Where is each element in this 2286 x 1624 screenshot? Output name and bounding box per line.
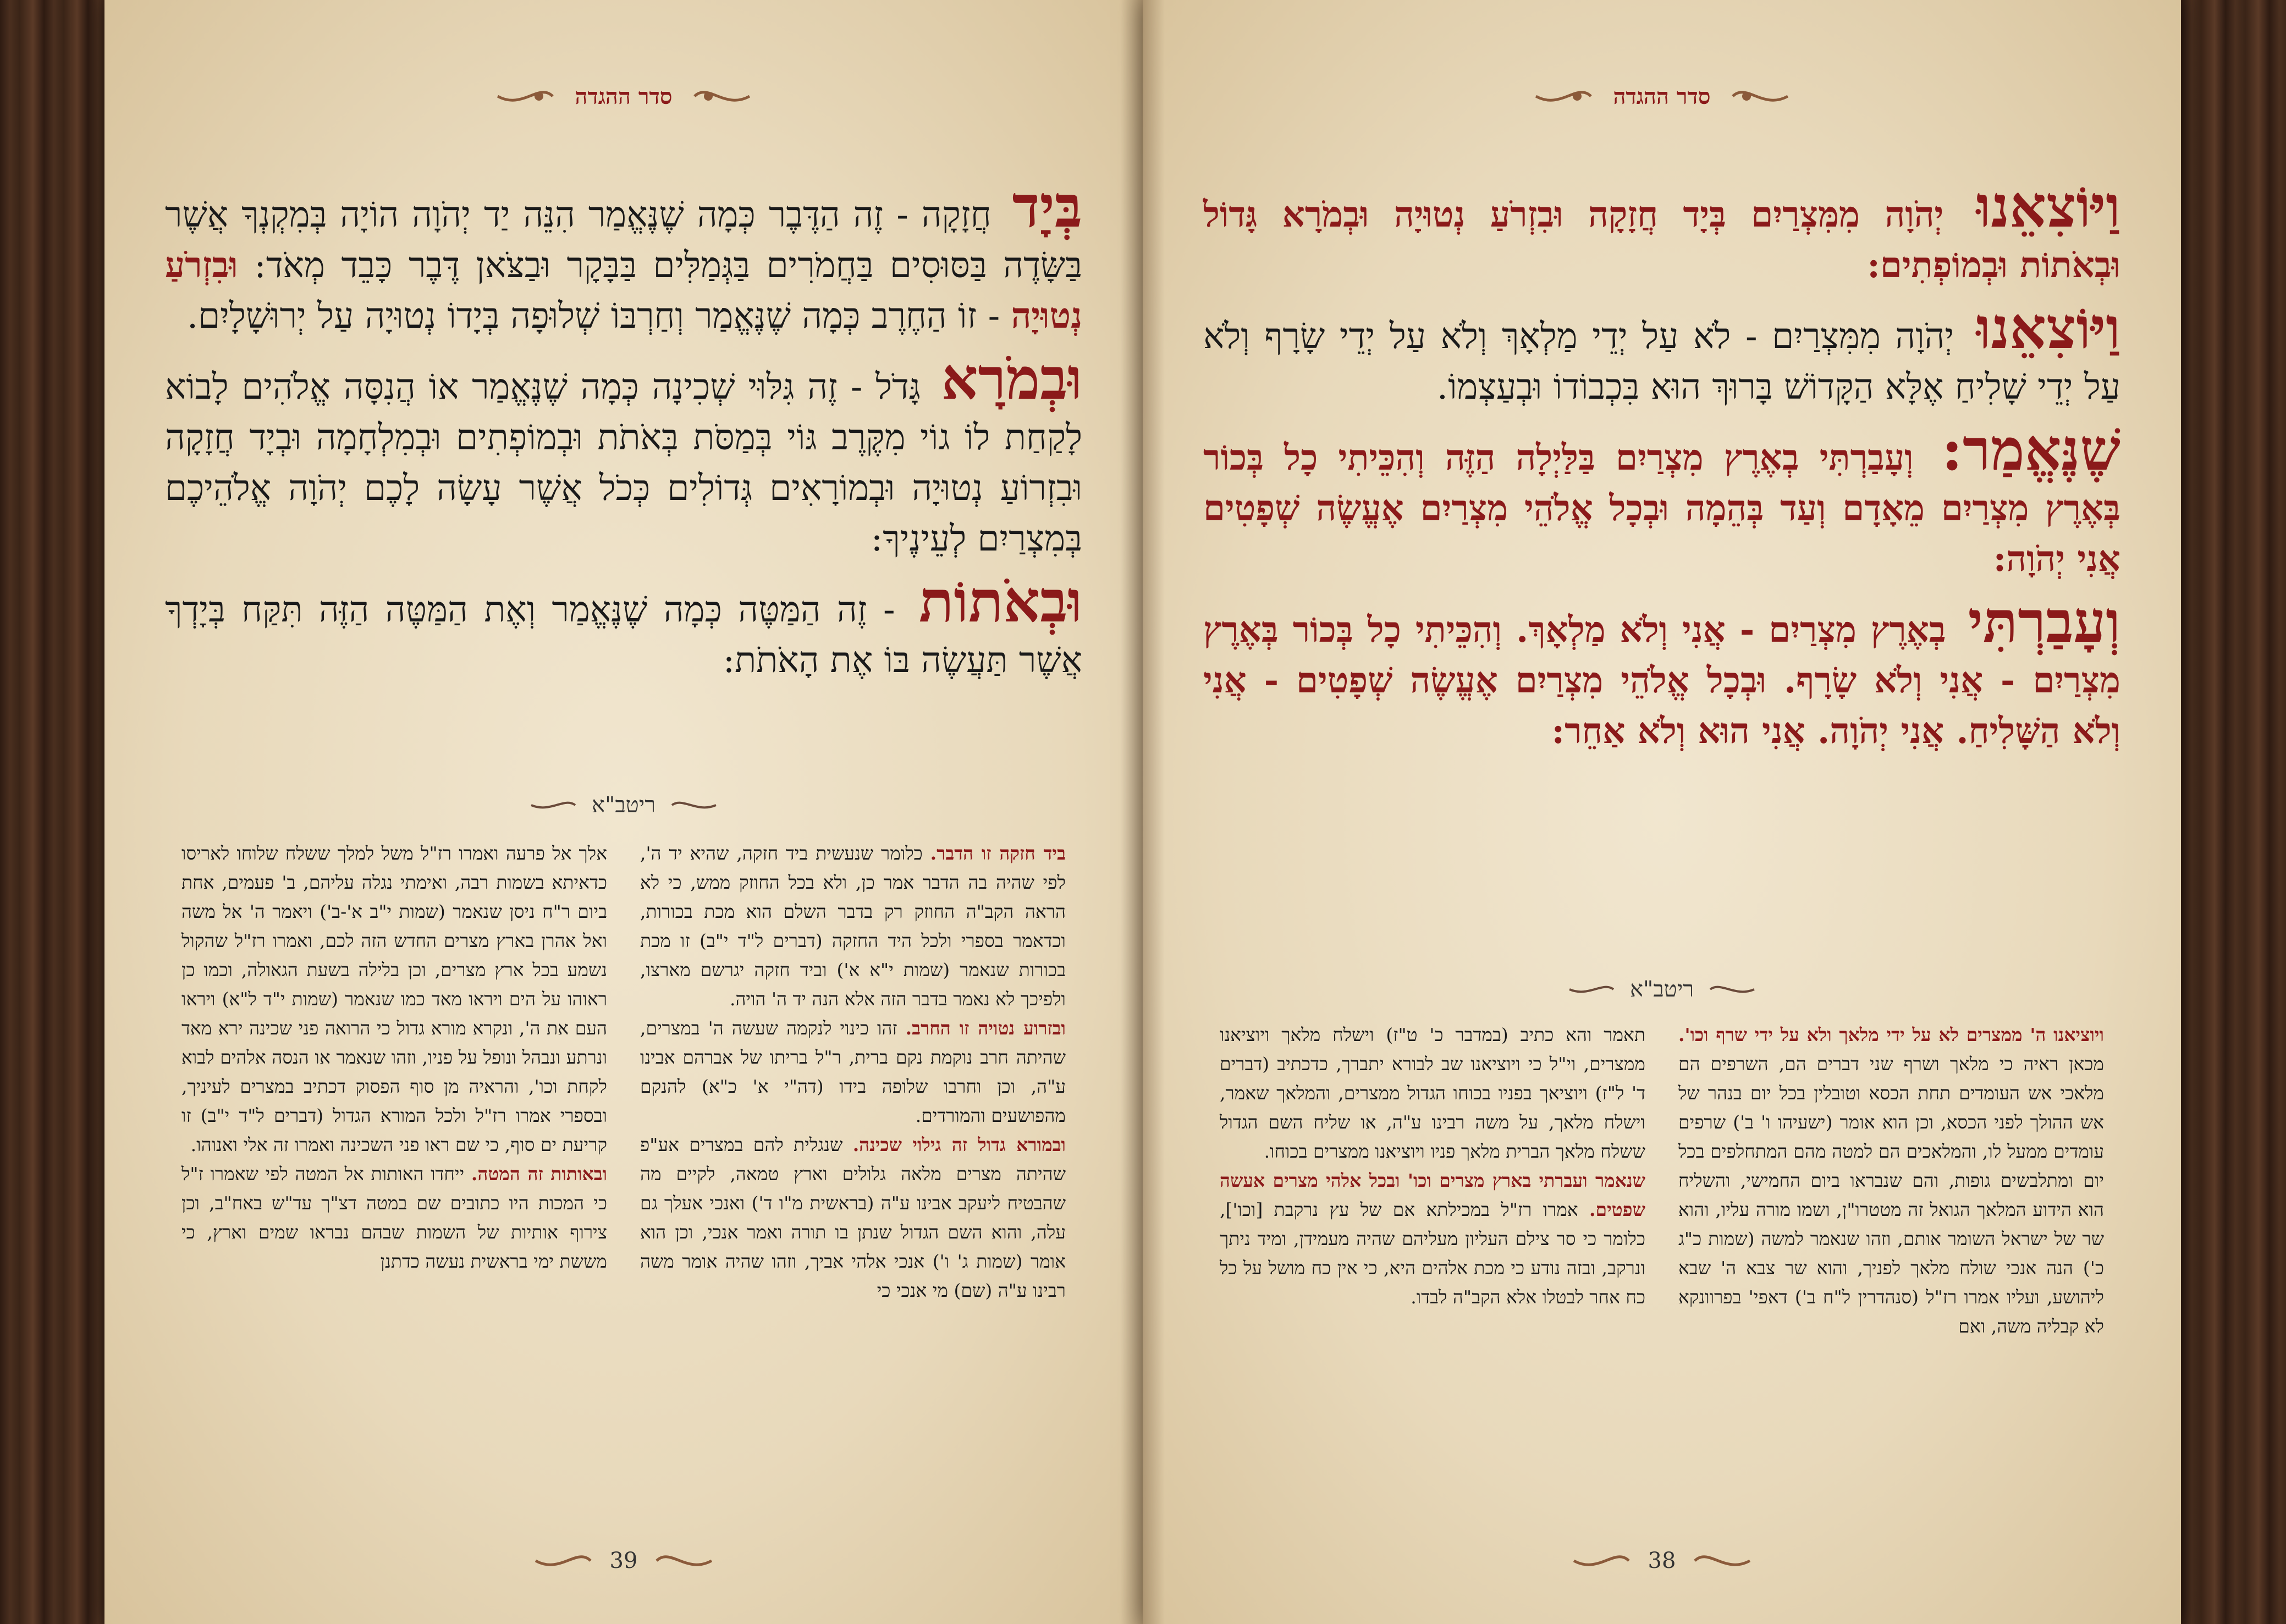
flourish-ornament-icon: [1571, 1547, 1632, 1575]
lead-word: וַיּוֹצִאֵנוּ: [1976, 173, 2121, 240]
flourish-ornament-icon: [1533, 82, 1594, 110]
paragraph: [1203, 294, 2121, 412]
commentary-text: שנגלית להם במצרים אע"פ שהיתה מצרים מלאה גלולים וארץ טמאה, לקיים מה שהבטיח ליעקב אבינו ע"ה (בראשית מ"ו ד') ואנכי אעלך גם עלה, והוא השם הגדול שנתן בו תורה ואמר אנכי, וכן הוא אומר (שמות ג' ו') אנכי אלהי אביך, וזהו שהיה אומר משה רבינו ע"ה (שם) מי אנכי כי: [640, 1134, 1066, 1301]
lead-word: וַיּוֹצִאֵנוּ: [1976, 294, 2121, 362]
flourish-ornament-icon: [692, 82, 752, 110]
highlight-phrase: וּבִזְרֹעַ נְטוּיָה: [165, 245, 1082, 337]
wood-border-left: [0, 0, 104, 1624]
flourish-ornament-icon: [533, 1547, 593, 1575]
paragraph-body: חֲזָקָה - זֶה הַדֶּבֶר כְּמָה שֶׁנֶּאֱמַר הִנֵּה יַד יְהֹוָה הוֹיָה בְּמִקְנְךָ אֲשֶׁר בַּשָּׂדֶה בַּסּוּסִים בַּחֲמֹרִים בַּגְּמַלִּים בַּבָּקָר וּבַצֹּאן דֶּבֶר כָּבֵד מְאֹד:: [165, 195, 1083, 286]
commentary-lead: ביד חזקה זו הדבר.: [930, 843, 1066, 864]
flourish-ornament-icon: [1730, 82, 1791, 110]
paragraph: [1203, 173, 2121, 291]
page-39: [104, 0, 1143, 1624]
commentary-columns: [1220, 1020, 2104, 1341]
lead-word: וּבְמֹרָא: [941, 345, 1083, 412]
flourish-ornament-icon: [1707, 981, 1757, 998]
commentary-text: אמרו רז"ל במכילתא אם של עץ נרקבת [וכו'], כלומר כי סר צילם העליון מעליהם שהיה מעמידן, ומיד ניתך ונרקב, ובזה נודע כי מכת אלהים היא, כי אין כח מושל על כל כח אחר לבטלו אלא הקב"ה לבדו.: [1220, 1199, 1645, 1308]
flourish-ornament-icon: [528, 797, 578, 813]
paragraph: [165, 173, 1083, 342]
flourish-ornament-icon: [669, 797, 719, 813]
commentary-heading: [1143, 976, 2181, 1002]
lead-word: בְּיָד: [1012, 173, 1083, 240]
commentary-text: ייחדו האותות אל המטה לפי שאמרו ז"ל כי המכות היו כתובים שם במטה דצ"ך עד"ש באח"ב, וכן צירוף אותיות של השמות שבהם נבראו שמים וארץ, כי מששת ימי בראשית נעשה כדתנן: [181, 1163, 607, 1272]
commentary-column-right: [1678, 1020, 2104, 1341]
paragraph-body: יְהֹוָה מִמִּצְרַיִם - לֹא עַל יְדֵי מַלְאָךְ וְלֹא עַל יְדֵי שָׂרָף וְלֹא עַל יְדֵי שָׁלִיחַ אֶלָּא הַקָּדוֹשׁ בָּרוּךְ הוּא בִּכְבוֹדוֹ וּבְעַצְמוֹ.: [1203, 316, 2120, 408]
flourish-ornament-icon: [1567, 981, 1616, 998]
paragraph-body: יְהֹוָה מִמִּצְרַיִם בְּיָד חֲזָקָה וּבִזְרֹעַ נְטוּיָה וּבְמֹרָא גָּדוֹל וּבְאֹתוֹת וּבְמוֹפְתִים:: [1203, 194, 2120, 286]
commentary-text: מכאן ראיה כי מלאך ושרף שני דברים הם, השרפים הם מלאכי אש העומדים תחת הכסא וטובלין בכל יום בנהר של אש ההולך לפני הכסא, וכן הוא אומר (ישעיהו ו' ב') שרפים עומדים ממעל לו, והמלאכים הם למטה מהם המתחלפים בכל יום ומתלבשים גופות, והם שנבראו ביום החמישי, והשליח הוא הידוע המלאך הגואל זה מטטרו"ן, ושמו מורה עליו, והוא שר של ישראל השומר אותם, וזהו שנאמר למשה (שמות כ"ג כ') הנה אנכי שולח מלאך לפניך, והוא שר צבא ה' שבא ליהושע, ועליו אמרו רז"ל (סנהדרין ל"ח ב') דאפי' בפרוונקא לא קבליה משה, ואם: [1678, 1053, 2104, 1337]
commentary-lead: ויוציאנו ה' ממצרים לא על ידי מלאך ולא על ידי שרף וכו'.: [1678, 1024, 2104, 1045]
header-title: סדר ההגדה: [1613, 83, 1711, 109]
commentary-lead: שנאמר ועברתי בארץ מצרים וכו' ובכל אלהי מצרים אעשה שפטים.: [1220, 1170, 1645, 1220]
paragraph-body-continued: - זוֹ הַחֶרֶב כְּמָה שֶׁנֶּאֱמַר וְחַרְבּוֹ שְׁלוּפָה בְּיָדוֹ נְטוּיָה עַל יְרוּשָׁלָיִם.: [186, 296, 1000, 337]
page-38: [1143, 0, 2181, 1624]
page-footer: [1143, 1547, 2181, 1575]
commentary-lead: ובמורא גדול זה גילוי שכינה.: [852, 1134, 1066, 1155]
commentary-lead: ובזרוע נטויה זו החרב.: [905, 1017, 1066, 1039]
flourish-ornament-icon: [1692, 1547, 1753, 1575]
page-header: [1143, 82, 2181, 110]
commentary-text: זהו כינוי לנקמה שעשה ה' במצרים, שהיתה חרב נוקמת נקם ברית, ר"ל בריתו של אברהם אבינו ע"ה, וכן וחרבו שלופה בידו (דה"י א' כ"א) להנקם מהפושעים והמורדים.: [640, 1017, 1066, 1126]
paragraph: [1203, 588, 2120, 757]
page-number: 38: [1648, 1548, 1676, 1573]
paragraph-body: - זֶה הַמַּטֶּה כְּמָה שֶׁנֶּאֱמַר וְאֶת הַמַּטֶּה הַזֶּה תִּקַּח בְּיָדְךָ אֲשֶׁר תַּעֲשֶׂה בּוֹ אֶת הָאֹתֹת:: [165, 590, 1082, 681]
commentary-column-left: [1220, 1020, 1645, 1341]
commentary-lead: ובאותות זה המטה.: [471, 1163, 607, 1185]
commentary-title: ריטב"א: [1630, 977, 1694, 1002]
flourish-ornament-icon: [654, 1547, 714, 1575]
commentary-heading: [104, 792, 1143, 818]
paragraph-body: בְאֶרֶץ מִצְרַיִם - אֲנִי וְלֹא מַלְאָךְ. וְהִכֵּיתִי כָל בְּכוֹר בְּאֶרֶץ מִצְרַיִם - אֲנִי וְלֹא שָׂרָף. וּבְכָל אֱלֹהֵי מִצְרַיִם אֶעֱשֶׂה שְׁפָטִים - אֲנִי וְלֹא הַשָּׁלִיחַ. אֲנִי יְהֹוָה. אֲנִי הוּא וְלֹא אַחֵר:: [1203, 609, 2120, 752]
wood-border-right: [2182, 0, 2286, 1624]
commentary-column-left: [181, 839, 607, 1305]
commentary-title: ריטב"א: [592, 792, 655, 818]
haggadah-text: [1203, 173, 2121, 769]
page-number: 39: [609, 1548, 638, 1573]
lead-word: וּבְאֹתוֹת: [919, 568, 1083, 635]
header-title: סדר ההגדה: [575, 83, 673, 109]
page-footer: [104, 1547, 1143, 1575]
paragraph: [165, 568, 1083, 686]
book-spine-shadow: [1121, 0, 1165, 1624]
commentary-text: אלך אל פרעה ואמרו רז"ל משל למלך ששלח שלוחו לאריסו כדאיתא בשמות רבה, ואימתי נגלה עליהם, ב' פעמים, אחת ביום ר"ח ניסן שנאמר (שמות י"ב א'-ב') ויאמר ה' אל משה ואל אהרן בארץ מצרים החדש הזה לכם, ואמרו רז"ל שהקול נשמע בכל ארץ מצרים, וכן בלילה בשעת הגאולה, וכמו כן ראוהו על הים ויראו מאד כמו שנאמר (שמות י"ד ל"א) ויראו העם את ה', ונקרא מורא גדול כי הרואה פני שכינה ירא מאד ונרתע ונבהל ונופל על פניו, וזהו שנאמר או הנסה אלהים לבוא לקחת וכו', והראיה מן סוף הפסוק דכתיב במצרים לעיניך, ובספרי אמרו רז"ל ולכל המורא הגדול (דברים ל"ד י"ב) זו קריעת ים סוף, כי שם ראו פני השכינה ואמרו זה אלי ואנוהו.: [181, 843, 607, 1155]
commentary-text: כלומר שנעשית ביד חזקה, שהיא יד ה', לפי שהיה בה הדבר אמר כן, ולא בכל החוזק ממש, כי לא הראה הקב"ה החוזק רק בדבר השלם הוא מכת בכורות, וכדאמר בספרי ולכל היד החזקה (דברים ל"ד י"ב) זו מכת בכורות שנאמר (שמות י"א א') וביד חזקה יגרשם מארצו, ולפיכך לא נאמר בדבר הזה אלא הנה יד ה' הויה.: [640, 843, 1066, 1010]
commentary-column-right: [640, 839, 1066, 1305]
lead-word: שֶׁנֶּאֱמַר:: [1941, 416, 2121, 483]
commentary-text: תאמר והא כתיב (במדבר כ' ט"ז) וישלח מלאך ויוציאנו ממצרים, וי"ל כי ויוציאנו שב לבורא יתברך, כדכתיב (דברים ד' ל"ז) ויוציאך בפניו בכוחו הגדול ממצרים, והמלאך שאמר, וישלח מלאך, על משה רבינו ע"ה, או שליח השם הגדול ששלח מלאך הברית מלאך פניו ויוציאנו ממצרים בכוחו.: [1220, 1024, 1645, 1162]
commentary-columns: [181, 839, 1066, 1305]
lead-word: וְעָבַרְתִּי: [1968, 588, 2120, 656]
paragraph: [165, 345, 1083, 564]
flourish-ornament-icon: [495, 82, 555, 110]
paragraph-body: גָּדֹל - זֶה גִּלּוּי שְׁכִינָה כְּמָה שֶׁנֶּאֱמַר אוֹ הֲנִסָּה אֱלֹהִים לָבוֹא לָקַחַת לוֹ גוֹי מִקֶּרֶב גּוֹי בְּמַסֹּת בְּאֹתֹת וּבְמוֹפְתִים וּבְמִלְחָמָה וּבְיָד חֲזָקָה וּבִזְרוֹעַ נְטוּיָה וּבְמוֹרָאִים גְּדוֹלִים כְּכֹל אֲשֶׁר עָשָׂה לָכֶם יְהֹוָה אֱלֹהֵיכֶם בְּמִצְרַיִם לְעֵינֶיךָ:: [165, 367, 1083, 559]
paragraph: [1203, 416, 2121, 585]
haggadah-text: [165, 173, 1083, 698]
page-header: [104, 82, 1143, 110]
paragraph-body: וְעָבַרְתִּי בְאֶרֶץ מִצְרַיִם בַּלַּיְלָה הַזֶּה וְהִכֵּיתִי כָל בְּכוֹר בְּאֶרֶץ מִצְרַיִם מֵאָדָם וְעַד בְּהֵמָה וּבְכָל אֱלֹהֵי מִצְרַיִם אֶעֱשֶׂה שְׁפָטִים אֲנִי יְהֹוָה:: [1203, 437, 2120, 580]
